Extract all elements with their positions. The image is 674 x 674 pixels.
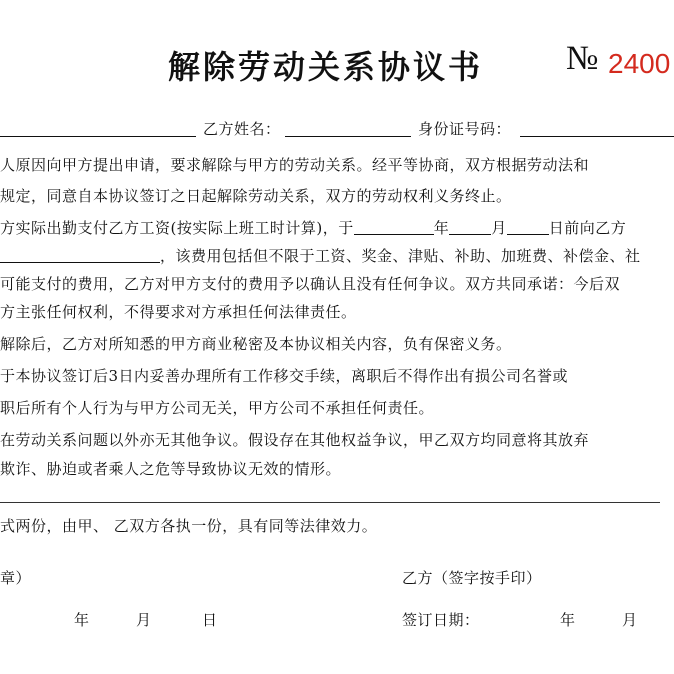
party-b-date-year: 年 [560, 611, 576, 629]
party-a-date-day: 日 [202, 611, 218, 629]
blank-year [354, 219, 434, 235]
clause-line: 欺诈、胁迫或者乘人之危等导致协议无效的情形。 [0, 460, 342, 478]
party-a-date-month: 月 [136, 611, 152, 629]
clause-line [0, 245, 641, 266]
sign-date-label: 签订日期： [402, 611, 480, 629]
clause-text: 方实际出勤支付乙方工资(按实际上班工时计算)，于 [0, 219, 354, 237]
blank-month [449, 219, 491, 235]
section-divider [0, 502, 660, 503]
year-label: 年 [433, 219, 450, 237]
clause-text: 日前向乙方 [548, 219, 627, 237]
clause-line: 解除后，乙方对所知悉的甲方商业秘密及本协议相关内容，负有保密义务。 [0, 335, 512, 353]
document-title: 解除劳动关系协议书 [168, 48, 484, 86]
clause-text: ，该费用包括但不限于工资、奖金、津贴、补助、加班费、补偿金、社 [160, 247, 641, 265]
blank-amount [0, 247, 160, 263]
party-a-signature-label: 章） [0, 569, 32, 587]
party-b-signature-label: 乙方（签字按手印） [402, 569, 542, 587]
id-number-label: 身份证号码： [418, 120, 512, 138]
blank-line-party-b-name [285, 136, 411, 137]
party-a-date-year: 年 [74, 611, 90, 629]
clause-line: 在劳动关系问题以外亦无其他争议。假设存在其他权益争议，甲乙双方均同意将其放弃 [0, 431, 590, 449]
copies-note: 式两份，由甲、 乙双方各执一份，具有同等法律效力。 [0, 517, 378, 535]
clause-line: 于本协议签订后3日内妥善办理所有工作移交手续，离职后不得作出有损公司名誉或 [0, 367, 569, 385]
clause-line: 职后所有个人行为与甲方公司无关，甲方公司不承担任何责任。 [0, 399, 435, 417]
blank-line-id-number [520, 136, 674, 137]
serial-number: 2400 [608, 48, 671, 79]
blank-line-party-a-name [0, 136, 196, 137]
clause-line: 规定，同意自本协议签订之日起解除劳动关系，双方的劳动权利义务终止。 [0, 187, 512, 205]
clause-line [0, 217, 626, 238]
clause-line: 可能支付的费用，乙方对甲方支付的费用予以确认且没有任何争议。双方共同承诺：今后双 [0, 275, 621, 293]
blank-day [507, 219, 549, 235]
month-label: 月 [491, 219, 507, 237]
number-mark: № [566, 40, 599, 77]
clause-line: 方主张任何权利，不得要求对方承担任何法律责任。 [0, 303, 357, 321]
clause-line: 人原因向甲方提出申请，要求解除与甲方的劳动关系。经平等协商，双方根据劳动法和 [0, 156, 590, 174]
party-b-name-label: 乙方姓名： [203, 120, 281, 138]
party-b-date-month: 月 [622, 611, 638, 629]
